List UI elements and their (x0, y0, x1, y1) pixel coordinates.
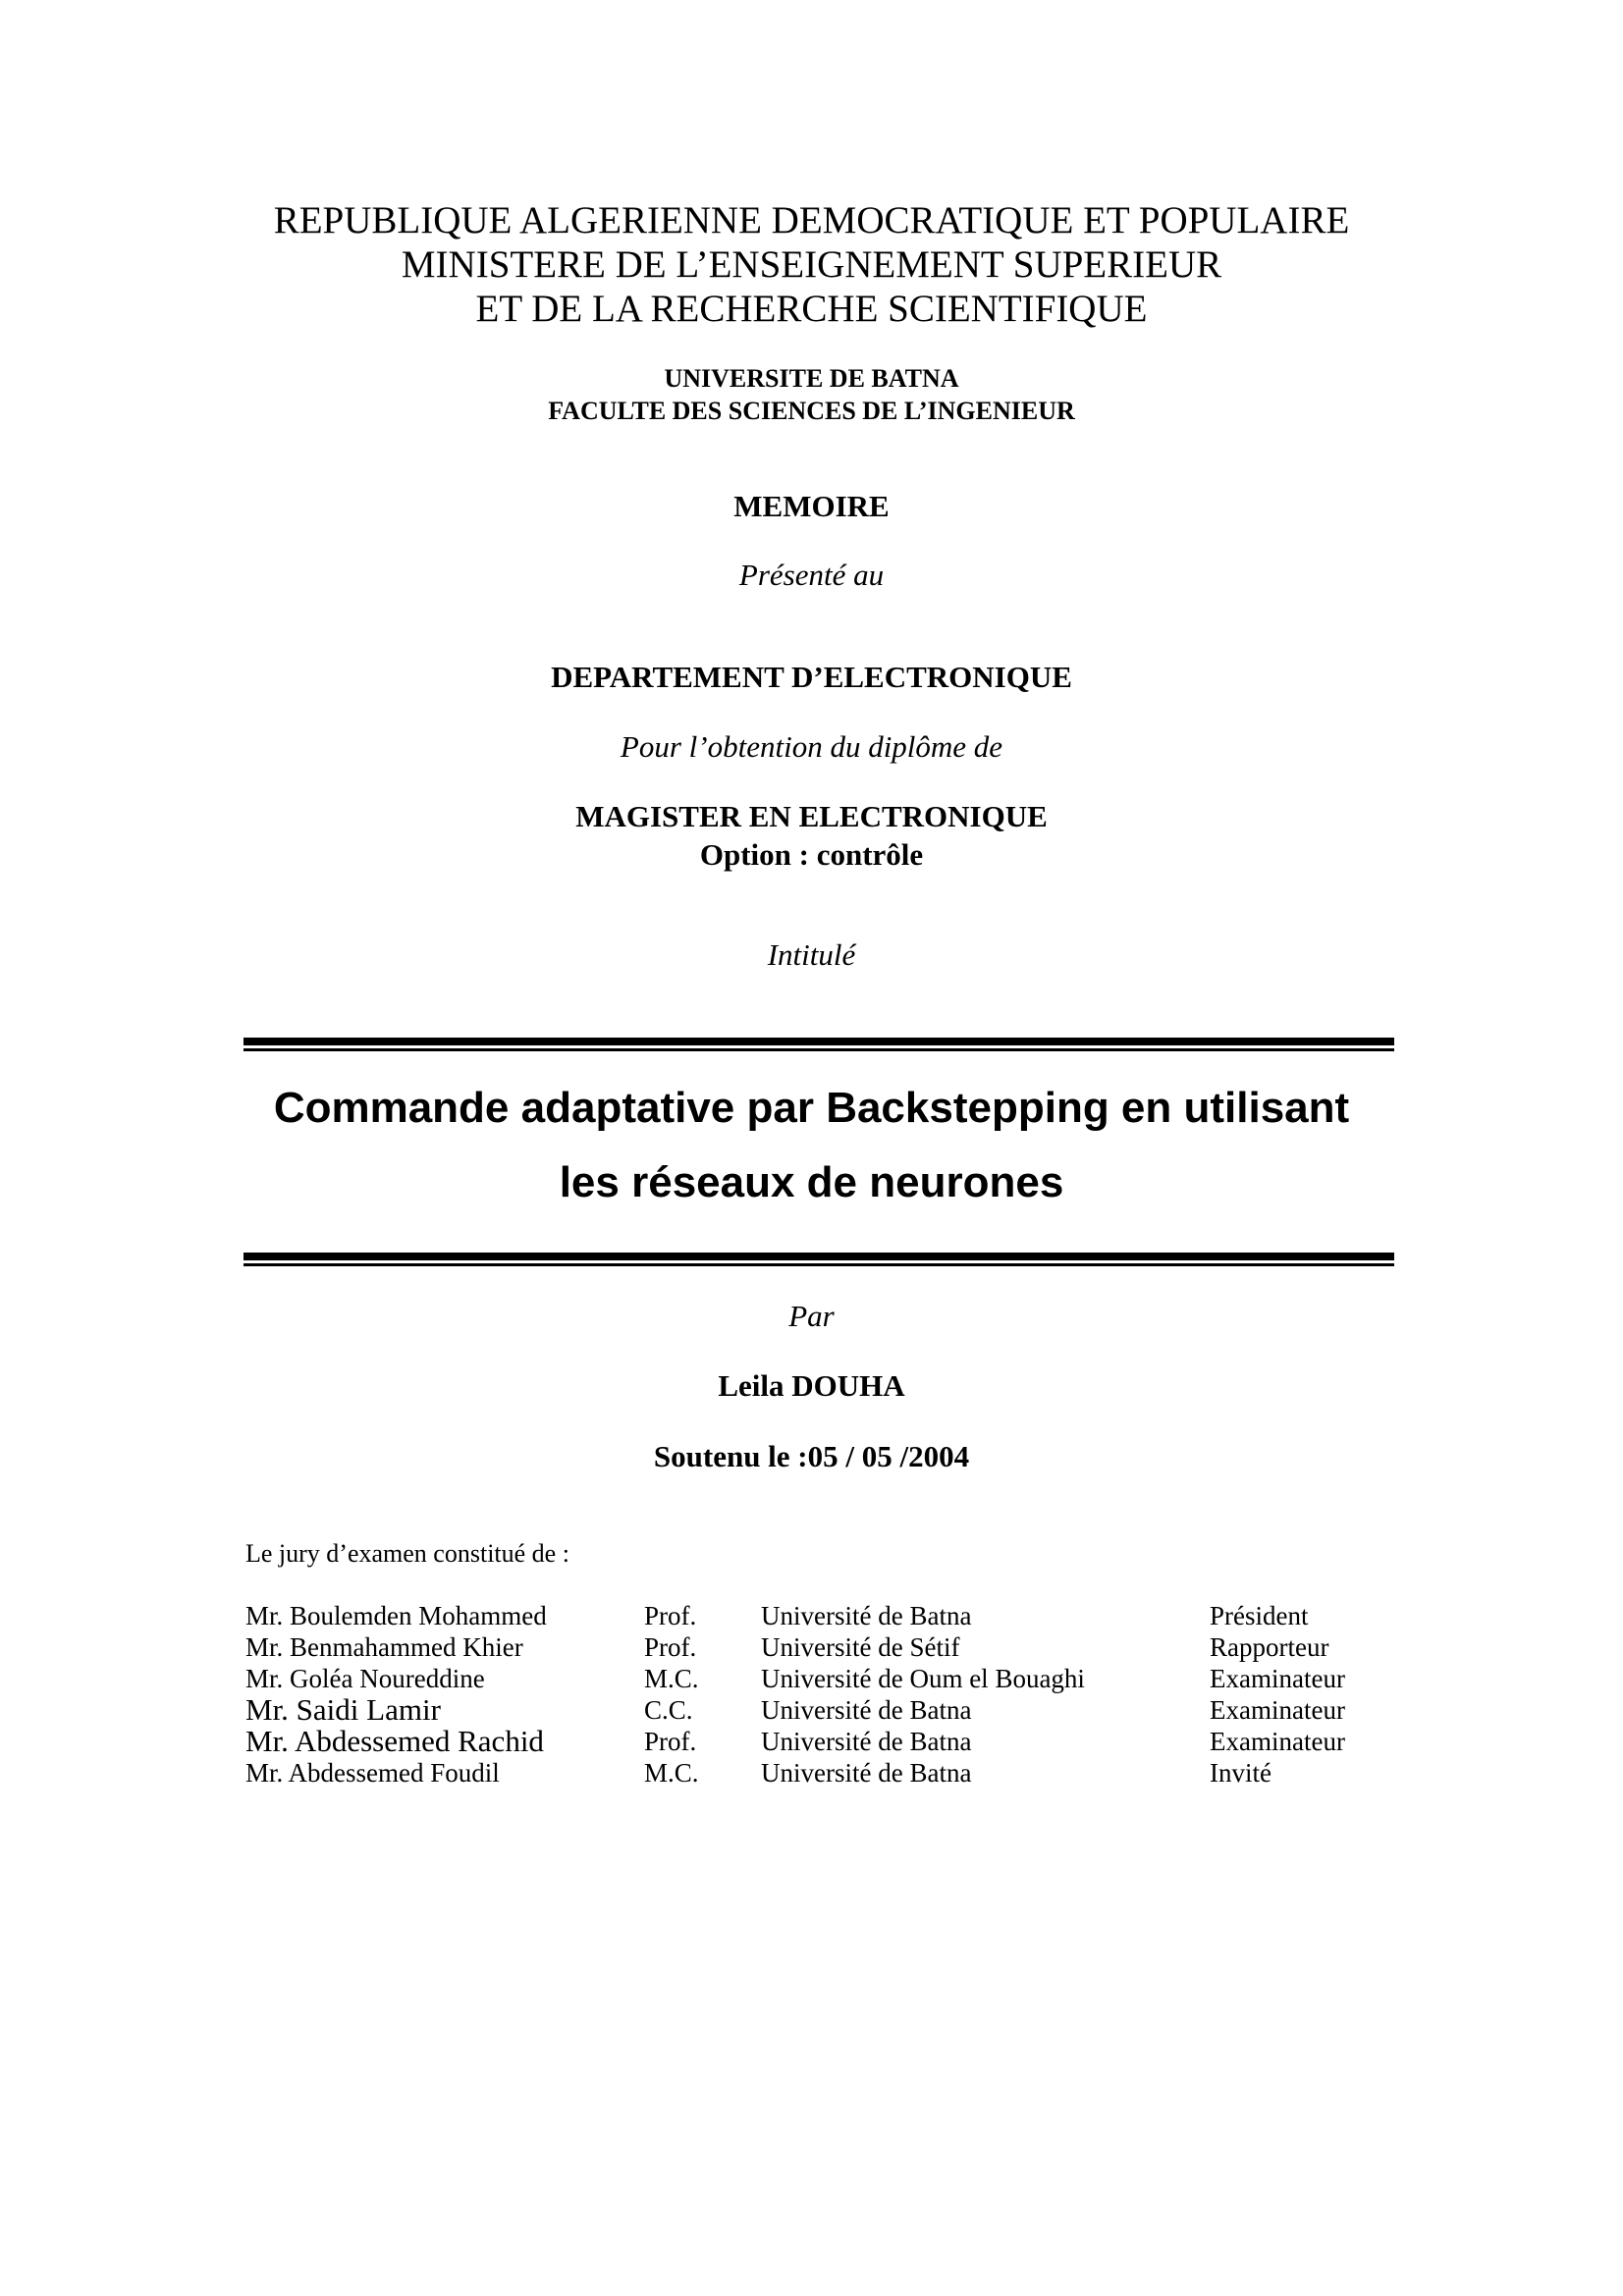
jury-row (245, 1694, 1367, 1726)
jury-member-name: Mr. Goléa Noureddine (245, 1664, 485, 1693)
title-rule-top-thick (243, 1038, 1394, 1045)
defense-date: Soutenu le :05 / 05 /2004 (653, 1439, 970, 1473)
jury-member-role: Président (1210, 1601, 1309, 1630)
jury-member-university: Université de Batna (761, 1758, 972, 1788)
jury-member-name: Mr. Abdessemed Rachid (245, 1724, 544, 1758)
jury-member-role: Examinateur (1210, 1727, 1345, 1756)
thesis-title-line2: les réseaux de neurones (559, 1158, 1064, 1206)
jury-member-name: Mr. Abdessemed Foudil (245, 1758, 500, 1788)
jury-table (245, 1600, 1367, 1789)
jury-intro: Le jury d’examen constitué de : (245, 1539, 569, 1568)
faculty-name: FACULTE DES SCIENCES DE L’INGENIEUR (548, 397, 1075, 425)
jury-member-university: Université de Batna (761, 1695, 972, 1725)
department-name: DEPARTEMENT D’ELECTRONIQUE (551, 660, 1072, 694)
title-label: Intitulé (767, 937, 856, 972)
jury-member-role: Examinateur (1210, 1695, 1345, 1725)
jury-row (245, 1631, 1367, 1663)
title-rule-bottom-thin (243, 1263, 1394, 1266)
diploma-label: Pour l’obtention du diplôme de (620, 729, 1003, 764)
jury-member-grade: M.C. (644, 1664, 699, 1693)
diploma-name: MAGISTER EN ELECTRONIQUE (575, 799, 1048, 833)
jury-member-role: Examinateur (1210, 1664, 1345, 1693)
jury-member-university: Université de Oum el Bouaghi (761, 1664, 1085, 1693)
jury-row (245, 1757, 1367, 1789)
jury-row (245, 1663, 1367, 1694)
header-republic: REPUBLIQUE ALGERIENNE DEMOCRATIQUE ET POPULAIRE (273, 199, 1350, 241)
document-type: MEMOIRE (733, 489, 890, 523)
header-research: ET DE LA RECHERCHE SCIENTIFIQUE (475, 288, 1148, 330)
jury-row (245, 1726, 1367, 1757)
jury-member-grade: M.C. (644, 1758, 699, 1788)
title-rule-bottom-thick (243, 1253, 1394, 1260)
jury-row (245, 1600, 1367, 1631)
jury-member-name: Mr. Boulemden Mohammed (245, 1601, 547, 1630)
jury-member-role: Invité (1210, 1758, 1271, 1788)
title-rule-top-thin (243, 1048, 1394, 1051)
jury-member-university: Université de Batna (761, 1727, 972, 1756)
jury-member-name: Mr. Benmahammed Khier (245, 1632, 523, 1662)
jury-member-name: Mr. Saidi Lamir (245, 1692, 441, 1727)
jury-member-grade: Prof. (644, 1601, 697, 1630)
jury-member-university: Université de Sétif (761, 1632, 960, 1662)
author-label: Par (788, 1299, 835, 1333)
jury-member-role: Rapporteur (1210, 1632, 1329, 1662)
university-name: UNIVERSITE DE BATNA (664, 364, 959, 393)
presented-to-label: Présenté au (738, 558, 885, 592)
jury-member-grade: C.C. (644, 1695, 693, 1725)
header-ministry: MINISTERE DE L’ENSEIGNEMENT SUPERIEUR (401, 243, 1222, 286)
jury-member-grade: Prof. (644, 1727, 697, 1756)
jury-member-university: Université de Batna (761, 1601, 972, 1630)
author-name: Leila DOUHA (718, 1368, 905, 1403)
jury-member-grade: Prof. (644, 1632, 697, 1662)
diploma-option: Option : contrôle (699, 837, 924, 872)
thesis-title-line1: Commande adaptative par Backstepping en utilisant (273, 1084, 1350, 1132)
